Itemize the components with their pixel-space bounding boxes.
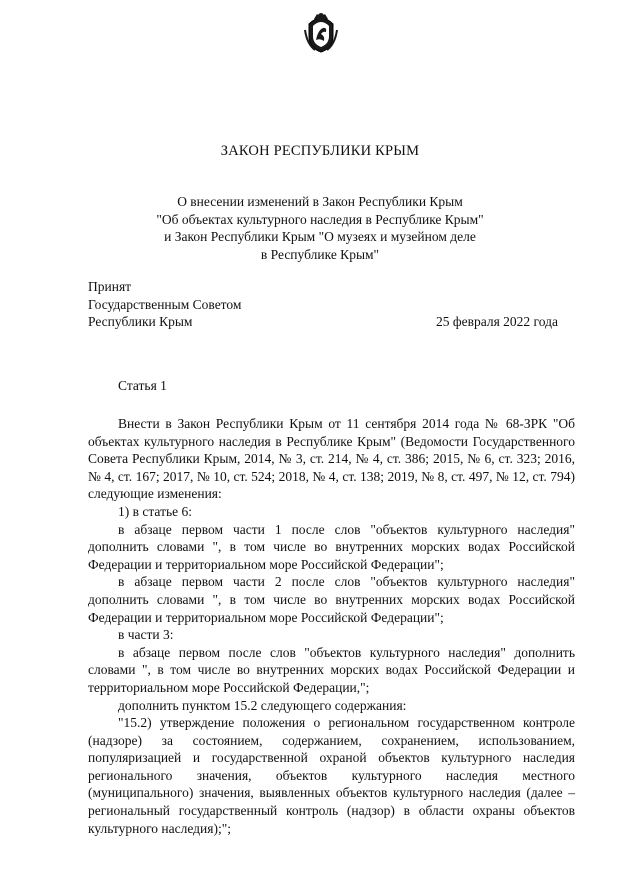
- body-paragraph: Внести в Закон Республики Крым от 11 сентября 2014 года № 68-ЗРК "Об объектах культурного наследия в Республике Крым" (Ведомости Государственного Совета Республики Крым, 2014, № 3, ст. 214, № 4, ст. 386; 2015, № 6, ст. 323; 2016, № 4, ст. 167; 2017, № 10, ст. 524; 2018, № 4, ст. 138; 2019, № 8, ст. 497, № 12, ст. 794) следующие изменения:: [88, 416, 575, 502]
- body-paragraph: в части 3:: [118, 627, 174, 643]
- adopted-by-block: [88, 278, 241, 331]
- adopted-line: Республики Крым: [88, 314, 193, 329]
- body-paragraph: дополнить пунктом 15.2 следующего содержания:: [118, 697, 407, 713]
- body-paragraph: 1) в статье 6:: [118, 503, 192, 519]
- body-paragraph: "15.2) утверждение положения о региональном государственном контроле (надзоре) за состоянием, содержанием, сохранением, использованием, популяризацией и государственной охраной объектов культурного наследия регионального значения, объектов культурного наследия местного (муниципального) значения, выявленных объектов культурного наследия (далее – региональный государственный контроль (надзор) в области охраны объектов культурного наследия);";: [88, 715, 575, 836]
- law-title: ЗАКОН РЕСПУБЛИКИ КРЫМ: [220, 143, 420, 159]
- subtitle-line: и Закон Республики Крым "О музеях и музейном деле: [164, 229, 476, 244]
- adopted-line: Государственным Советом: [88, 296, 242, 312]
- subtitle-line: О внесении изменений в Закон Республики Крым: [177, 194, 463, 209]
- body-paragraph: в абзаце первом после слов "объектов культурного наследия" дополнить словами ", в том числе во внутренних морских водах Российской Федерации и территориальном море Российской Федерации,";: [88, 644, 575, 695]
- subtitle-line: "Об объектах культурного наследия в Республике Крым": [156, 211, 484, 227]
- adoption-date: 25 февраля 2022 года: [436, 314, 558, 329]
- article-heading: Статья 1: [118, 378, 167, 393]
- body-paragraph: в абзаце первом части 1 после слов "объектов культурного наследия" дополнить словами ", в том числе во внутренних морских водах Российской Федерации и территориальном море Российской Федерации";: [88, 521, 575, 572]
- subtitle-line: в Республике Крым": [260, 246, 380, 262]
- adopted-line: Принят: [88, 279, 132, 294]
- article-body: [88, 415, 575, 837]
- body-paragraph: в абзаце первом части 2 после слов "объектов культурного наследия" дополнить словами ", в том числе во внутренних морских водах Российской Федерации и территориальном море Российской Федерации";: [88, 574, 575, 625]
- crimea-coat-of-arms-icon: [303, 10, 339, 54]
- law-subtitle: [130, 193, 510, 263]
